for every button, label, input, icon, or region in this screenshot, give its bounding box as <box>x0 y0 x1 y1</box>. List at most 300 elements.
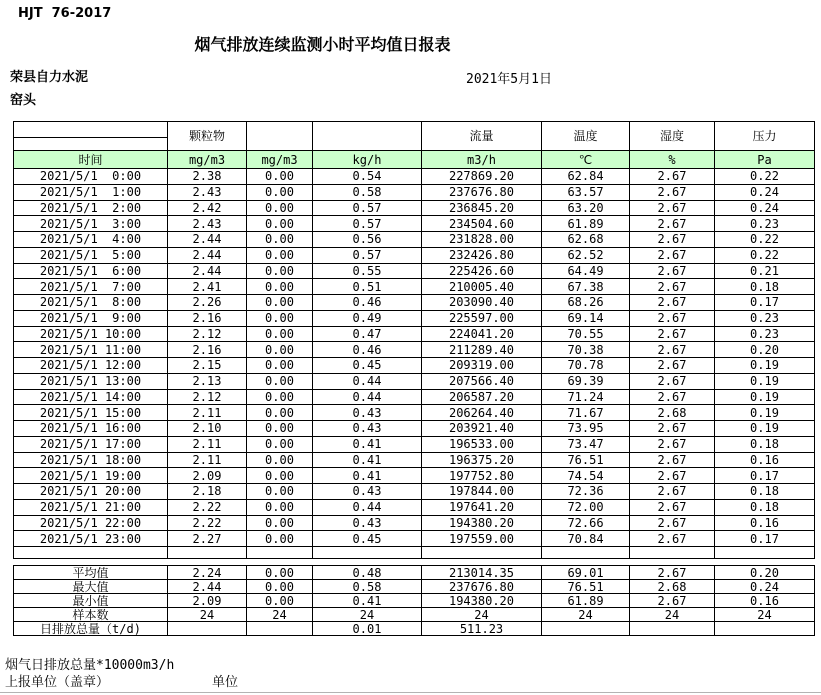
value-cell: 2.67 <box>630 373 715 389</box>
value-cell: 2.11 <box>168 452 247 468</box>
value-cell: 72.36 <box>542 484 630 500</box>
hourly-data-row <box>14 515 815 531</box>
value-cell: 0.23 <box>715 310 815 326</box>
value-cell: 0.24 <box>715 580 815 594</box>
value-cell: 194380.20 <box>422 515 542 531</box>
time-cell: 2021/5/1 23:00 <box>14 531 168 547</box>
value-cell: 236845.20 <box>422 200 542 216</box>
value-cell: 2.67 <box>630 389 715 405</box>
value-cell: 0.00 <box>247 184 313 200</box>
time-cell: 2021/5/1 8:00 <box>14 295 168 311</box>
time-cell: 2021/5/1 9:00 <box>14 310 168 326</box>
value-cell <box>168 622 247 636</box>
value-cell: 231828.00 <box>422 232 542 248</box>
unit-m3-h: m3/h <box>422 151 542 169</box>
value-cell: 69.14 <box>542 310 630 326</box>
col-header-empty-1 <box>247 122 313 151</box>
unit-celsius: ℃ <box>542 151 630 169</box>
value-cell: 68.26 <box>542 295 630 311</box>
value-cell: 224041.20 <box>422 326 542 342</box>
summary-label-cell: 最小值 <box>14 594 168 608</box>
value-cell: 76.51 <box>542 580 630 594</box>
hourly-data-row <box>14 499 815 515</box>
value-cell: 69.01 <box>542 566 630 580</box>
summary-row <box>14 622 815 636</box>
value-cell: 0.46 <box>313 295 422 311</box>
value-cell: 76.51 <box>542 452 630 468</box>
value-cell: 203090.40 <box>422 295 542 311</box>
summary-label-cell: 最大值 <box>14 580 168 594</box>
value-cell: 2.27 <box>168 531 247 547</box>
value-cell <box>630 622 715 636</box>
value-cell: 2.67 <box>630 263 715 279</box>
value-cell: 0.00 <box>247 232 313 248</box>
value-cell: 0.19 <box>715 421 815 437</box>
time-cell: 2021/5/1 1:00 <box>14 184 168 200</box>
summary-label-cell: 平均值 <box>14 566 168 580</box>
value-cell: 0.46 <box>313 342 422 358</box>
standard-code: HJT 76-2017 <box>18 6 112 21</box>
value-cell: 0.18 <box>715 436 815 452</box>
time-cell: 2021/5/1 15:00 <box>14 405 168 421</box>
value-cell: 0.00 <box>247 216 313 232</box>
value-cell: 0.41 <box>313 436 422 452</box>
value-cell: 0.00 <box>247 452 313 468</box>
value-cell: 227869.20 <box>422 169 542 185</box>
value-cell: 63.57 <box>542 184 630 200</box>
value-cell: 0.16 <box>715 594 815 608</box>
report-date: 2021年5月1日 <box>466 72 552 87</box>
value-cell: 2.67 <box>630 515 715 531</box>
time-header-upper-cell <box>14 122 168 138</box>
value-cell: 0.24 <box>715 184 815 200</box>
page-bottom-divider <box>0 692 821 693</box>
value-cell: 0.00 <box>247 358 313 374</box>
value-cell: 62.52 <box>542 247 630 263</box>
value-cell: 2.67 <box>630 232 715 248</box>
time-cell: 2021/5/1 18:00 <box>14 452 168 468</box>
value-cell: 0.57 <box>313 216 422 232</box>
value-cell: 0.44 <box>313 389 422 405</box>
pollutant-header-row <box>14 122 815 138</box>
value-cell: 0.17 <box>715 295 815 311</box>
hourly-data-row <box>14 184 815 200</box>
hourly-data-row <box>14 452 815 468</box>
value-cell: 0.57 <box>313 247 422 263</box>
value-cell: 0.01 <box>313 622 422 636</box>
value-cell: 0.00 <box>247 326 313 342</box>
value-cell: 2.13 <box>168 373 247 389</box>
blank-cell <box>14 547 168 559</box>
time-cell: 2021/5/1 4:00 <box>14 232 168 248</box>
time-cell: 2021/5/1 11:00 <box>14 342 168 358</box>
hourly-data-row <box>14 531 815 547</box>
value-cell: 2.12 <box>168 326 247 342</box>
hourly-data-row <box>14 468 815 484</box>
value-cell: 0.00 <box>247 594 313 608</box>
value-cell: 0.41 <box>313 468 422 484</box>
value-cell: 210005.40 <box>422 279 542 295</box>
value-cell: 0.57 <box>313 200 422 216</box>
value-cell: 0.54 <box>313 169 422 185</box>
value-cell: 2.12 <box>168 389 247 405</box>
value-cell: 2.09 <box>168 594 247 608</box>
summary-label-cell: 样本数 <box>14 608 168 622</box>
value-cell: 2.11 <box>168 436 247 452</box>
hourly-data-row <box>14 326 815 342</box>
value-cell: 2.67 <box>630 436 715 452</box>
value-cell: 2.44 <box>168 247 247 263</box>
value-cell: 0.00 <box>247 499 313 515</box>
value-cell: 0.22 <box>715 232 815 248</box>
value-cell: 0.49 <box>313 310 422 326</box>
value-cell: 0.00 <box>247 373 313 389</box>
value-cell: 234504.60 <box>422 216 542 232</box>
value-cell: 0.19 <box>715 358 815 374</box>
value-cell: 0.00 <box>247 279 313 295</box>
value-cell: 2.42 <box>168 200 247 216</box>
value-cell: 2.68 <box>630 580 715 594</box>
value-cell: 2.41 <box>168 279 247 295</box>
time-cell: 2021/5/1 14:00 <box>14 389 168 405</box>
value-cell: 237676.80 <box>422 184 542 200</box>
value-cell: 73.95 <box>542 421 630 437</box>
value-cell: 72.00 <box>542 499 630 515</box>
value-cell: 197559.00 <box>422 531 542 547</box>
time-cell: 2021/5/1 17:00 <box>14 436 168 452</box>
value-cell: 0.22 <box>715 169 815 185</box>
value-cell: 2.38 <box>168 169 247 185</box>
value-cell: 0.00 <box>247 468 313 484</box>
time-cell: 2021/5/1 22:00 <box>14 515 168 531</box>
value-cell: 0.16 <box>715 515 815 531</box>
time-cell: 2021/5/1 21:00 <box>14 499 168 515</box>
value-cell: 0.44 <box>313 373 422 389</box>
value-cell: 2.67 <box>630 342 715 358</box>
value-cell: 0.43 <box>313 421 422 437</box>
hourly-data-row <box>14 342 815 358</box>
col-header-flow: 流量 <box>422 122 542 151</box>
value-cell: 0.16 <box>715 452 815 468</box>
value-cell: 207566.40 <box>422 373 542 389</box>
value-cell: 0.45 <box>313 531 422 547</box>
value-cell: 225597.00 <box>422 310 542 326</box>
blank-cell <box>542 547 630 559</box>
value-cell: 2.67 <box>630 531 715 547</box>
value-cell: 69.39 <box>542 373 630 389</box>
time-header-lower-cell <box>14 138 168 151</box>
value-cell: 0.47 <box>313 326 422 342</box>
summary-row <box>14 580 815 594</box>
hourly-data-row <box>14 310 815 326</box>
value-cell: 2.43 <box>168 184 247 200</box>
value-cell: 2.67 <box>630 169 715 185</box>
value-cell: 62.84 <box>542 169 630 185</box>
time-cell: 2021/5/1 19:00 <box>14 468 168 484</box>
value-cell: 2.67 <box>630 468 715 484</box>
value-cell: 0.19 <box>715 389 815 405</box>
blank-cell <box>422 547 542 559</box>
value-cell: 64.49 <box>542 263 630 279</box>
hourly-data-row <box>14 436 815 452</box>
value-cell: 2.43 <box>168 216 247 232</box>
value-cell: 213014.35 <box>422 566 542 580</box>
value-cell: 196533.00 <box>422 436 542 452</box>
value-cell: 197844.00 <box>422 484 542 500</box>
time-cell: 2021/5/1 20:00 <box>14 484 168 500</box>
value-cell: 0.44 <box>313 499 422 515</box>
value-cell: 0.43 <box>313 484 422 500</box>
unit-header-row <box>14 151 815 169</box>
time-cell: 2021/5/1 7:00 <box>14 279 168 295</box>
value-cell: 2.16 <box>168 342 247 358</box>
monitor-location: 窑头 <box>10 93 37 108</box>
value-cell: 61.89 <box>542 594 630 608</box>
value-cell: 63.20 <box>542 200 630 216</box>
value-cell: 2.11 <box>168 405 247 421</box>
summary-row <box>14 608 815 622</box>
value-cell: 2.10 <box>168 421 247 437</box>
value-cell: 2.67 <box>630 358 715 374</box>
value-cell: 0.00 <box>247 295 313 311</box>
value-cell: 2.44 <box>168 263 247 279</box>
value-cell: 196375.20 <box>422 452 542 468</box>
value-cell: 511.23 <box>422 622 542 636</box>
time-cell: 2021/5/1 0:00 <box>14 169 168 185</box>
col-header-empty-2 <box>313 122 422 151</box>
value-cell: 2.67 <box>630 184 715 200</box>
value-cell: 0.19 <box>715 405 815 421</box>
value-cell: 2.67 <box>630 326 715 342</box>
value-cell: 24 <box>630 608 715 622</box>
value-cell: 197641.20 <box>422 499 542 515</box>
value-cell: 0.56 <box>313 232 422 248</box>
value-cell: 72.66 <box>542 515 630 531</box>
value-cell: 0.20 <box>715 342 815 358</box>
value-cell: 0.00 <box>247 389 313 405</box>
value-cell: 0.51 <box>313 279 422 295</box>
hourly-data-row <box>14 421 815 437</box>
value-cell: 2.67 <box>630 247 715 263</box>
value-cell: 0.43 <box>313 405 422 421</box>
value-cell: 0.23 <box>715 326 815 342</box>
hourly-data-row <box>14 200 815 216</box>
value-cell: 2.67 <box>630 452 715 468</box>
value-cell: 0.17 <box>715 468 815 484</box>
blank-cell <box>168 547 247 559</box>
value-cell: 206264.40 <box>422 405 542 421</box>
value-cell: 0.00 <box>247 405 313 421</box>
value-cell: 2.26 <box>168 295 247 311</box>
value-cell: 232426.80 <box>422 247 542 263</box>
value-cell: 0.18 <box>715 484 815 500</box>
value-cell: 2.09 <box>168 468 247 484</box>
unit-mg-m3-2: mg/m3 <box>247 151 313 169</box>
value-cell <box>715 622 815 636</box>
value-cell: 2.67 <box>630 216 715 232</box>
value-cell: 0.18 <box>715 499 815 515</box>
value-cell: 194380.20 <box>422 594 542 608</box>
value-cell: 70.55 <box>542 326 630 342</box>
hourly-data-row <box>14 263 815 279</box>
hourly-data-row <box>14 373 815 389</box>
blank-cell <box>630 547 715 559</box>
value-cell: 2.67 <box>630 594 715 608</box>
value-cell: 0.00 <box>247 580 313 594</box>
value-cell: 0.00 <box>247 263 313 279</box>
value-cell: 0.21 <box>715 263 815 279</box>
value-cell: 211289.40 <box>422 342 542 358</box>
value-cell: 71.24 <box>542 389 630 405</box>
value-cell: 0.22 <box>715 247 815 263</box>
value-cell: 24 <box>715 608 815 622</box>
value-cell: 74.54 <box>542 468 630 484</box>
value-cell: 0.43 <box>313 515 422 531</box>
blank-cell <box>247 547 313 559</box>
unit-kg-h: kg/h <box>313 151 422 169</box>
summary-label-cell: 日排放总量（t/d) <box>14 622 168 636</box>
value-cell: 70.78 <box>542 358 630 374</box>
summary-row <box>14 566 815 580</box>
footer-reporting-unit: 上报单位（盖章） <box>5 675 110 690</box>
value-cell: 203921.40 <box>422 421 542 437</box>
hourly-data-row <box>14 216 815 232</box>
value-cell: 0.00 <box>247 436 313 452</box>
value-cell: 2.68 <box>630 405 715 421</box>
blank-spacer-row <box>14 547 815 559</box>
value-cell <box>542 622 630 636</box>
hourly-data-row <box>14 389 815 405</box>
value-cell: 206587.20 <box>422 389 542 405</box>
col-header-temperature: 温度 <box>542 122 630 151</box>
value-cell: 2.67 <box>630 566 715 580</box>
value-cell: 0.23 <box>715 216 815 232</box>
page-title: 烟气排放连续监测小时平均值日报表 <box>194 35 451 54</box>
time-cell: 2021/5/1 16:00 <box>14 421 168 437</box>
footer-unit-label: 单位 <box>212 675 239 690</box>
time-cell: 2021/5/1 13:00 <box>14 373 168 389</box>
col-header-pressure: 压力 <box>715 122 815 151</box>
value-cell: 2.15 <box>168 358 247 374</box>
value-cell: 0.18 <box>715 279 815 295</box>
value-cell: 0.24 <box>715 200 815 216</box>
value-cell: 2.24 <box>168 566 247 580</box>
hourly-data-row <box>14 279 815 295</box>
value-cell: 0.00 <box>247 515 313 531</box>
value-cell: 0.41 <box>313 594 422 608</box>
value-cell: 2.22 <box>168 515 247 531</box>
value-cell: 24 <box>542 608 630 622</box>
value-cell: 0.48 <box>313 566 422 580</box>
unit-percent: % <box>630 151 715 169</box>
hourly-data-row <box>14 169 815 185</box>
value-cell: 2.67 <box>630 310 715 326</box>
time-cell: 2021/5/1 5:00 <box>14 247 168 263</box>
value-cell: 197752.80 <box>422 468 542 484</box>
value-cell: 0.55 <box>313 263 422 279</box>
value-cell: 0.00 <box>247 342 313 358</box>
value-cell: 0.00 <box>247 531 313 547</box>
value-cell: 2.16 <box>168 310 247 326</box>
value-cell: 0.00 <box>247 310 313 326</box>
value-cell: 0.00 <box>247 169 313 185</box>
blank-cell <box>715 547 815 559</box>
value-cell: 71.67 <box>542 405 630 421</box>
time-cell: 2021/5/1 6:00 <box>14 263 168 279</box>
time-cell: 2021/5/1 12:00 <box>14 358 168 374</box>
unit-pa: Pa <box>715 151 815 169</box>
col-header-particulate: 颗粒物 <box>168 122 247 151</box>
value-cell: 2.67 <box>630 484 715 500</box>
value-cell: 2.67 <box>630 499 715 515</box>
footer-total-note: 烟气日排放总量*10000m3/h <box>5 658 175 673</box>
value-cell: 2.44 <box>168 580 247 594</box>
value-cell: 225426.60 <box>422 263 542 279</box>
value-cell: 2.67 <box>630 279 715 295</box>
summary-table <box>13 565 815 636</box>
value-cell: 2.67 <box>630 421 715 437</box>
value-cell: 0.00 <box>247 200 313 216</box>
value-cell: 0.19 <box>715 373 815 389</box>
value-cell: 0.58 <box>313 184 422 200</box>
hourly-data-row <box>14 232 815 248</box>
hourly-data-row <box>14 405 815 421</box>
value-cell: 2.22 <box>168 499 247 515</box>
value-cell: 24 <box>313 608 422 622</box>
time-cell: 2021/5/1 10:00 <box>14 326 168 342</box>
value-cell: 2.67 <box>630 295 715 311</box>
value-cell: 0.00 <box>247 421 313 437</box>
blank-cell <box>313 547 422 559</box>
summary-row <box>14 594 815 608</box>
value-cell: 0.00 <box>247 484 313 500</box>
value-cell: 0.00 <box>247 566 313 580</box>
value-cell: 24 <box>247 608 313 622</box>
value-cell: 73.47 <box>542 436 630 452</box>
hourly-data-row <box>14 247 815 263</box>
time-header-label: 时间 <box>14 151 168 169</box>
time-cell: 2021/5/1 2:00 <box>14 200 168 216</box>
value-cell: 0.00 <box>247 247 313 263</box>
value-cell: 70.38 <box>542 342 630 358</box>
value-cell: 209319.00 <box>422 358 542 374</box>
hourly-data-row <box>14 484 815 500</box>
value-cell: 0.41 <box>313 452 422 468</box>
hourly-data-row <box>14 295 815 311</box>
value-cell: 2.44 <box>168 232 247 248</box>
value-cell: 67.38 <box>542 279 630 295</box>
value-cell: 62.68 <box>542 232 630 248</box>
value-cell: 61.89 <box>542 216 630 232</box>
hourly-data-table <box>13 121 815 559</box>
value-cell: 0.58 <box>313 580 422 594</box>
value-cell: 2.67 <box>630 200 715 216</box>
company-name: 荣县自力水泥 <box>10 70 89 85</box>
time-cell: 2021/5/1 3:00 <box>14 216 168 232</box>
value-cell: 2.18 <box>168 484 247 500</box>
value-cell: 0.20 <box>715 566 815 580</box>
col-header-humidity: 湿度 <box>630 122 715 151</box>
value-cell: 24 <box>168 608 247 622</box>
unit-mg-m3-1: mg/m3 <box>168 151 247 169</box>
value-cell: 70.84 <box>542 531 630 547</box>
value-cell: 0.17 <box>715 531 815 547</box>
value-cell: 0.45 <box>313 358 422 374</box>
value-cell: 24 <box>422 608 542 622</box>
hourly-data-row <box>14 358 815 374</box>
value-cell <box>247 622 313 636</box>
value-cell: 237676.80 <box>422 580 542 594</box>
